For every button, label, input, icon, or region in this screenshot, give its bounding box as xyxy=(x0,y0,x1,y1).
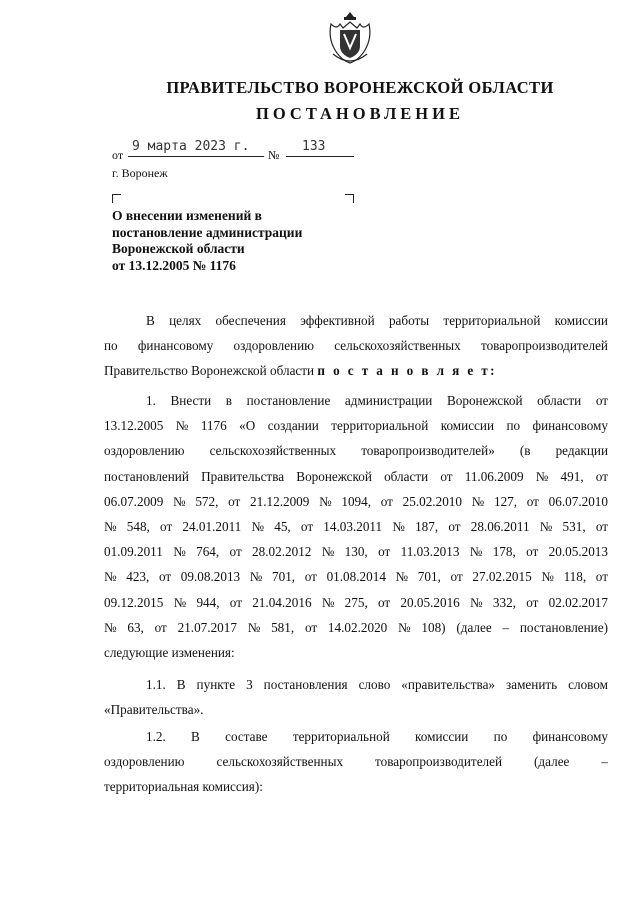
text-line: постановлений Правительства Воронежской области от 11.06.2009 № 491, от xyxy=(104,468,608,484)
item-1-1-paragraph xyxy=(104,672,608,722)
number-sign: № xyxy=(268,148,280,162)
text-line: следующие изменения: xyxy=(104,644,235,660)
decree-date: 9 марта 2023 г. xyxy=(132,139,250,154)
government-title: ПРАВИТЕЛЬСТВО ВОРОНЕЖСКОЙ ОБЛАСТИ xyxy=(166,78,554,97)
subject-line: постановление администрации xyxy=(112,224,303,240)
decree-subject xyxy=(112,208,352,274)
text-line: территориальная комиссия): xyxy=(104,779,263,795)
item-1-2-paragraph xyxy=(104,724,608,800)
text-line: № 548, от 24.01.2011 № 45, от 14.03.2011 № 187, от 28.06.2011 № 531, от xyxy=(104,518,608,534)
decree-title: ПОСТАНОВЛЕНИЕ xyxy=(256,104,464,123)
number-underline xyxy=(286,155,354,157)
preamble-paragraph xyxy=(104,308,608,384)
coat-of-arms-emblem xyxy=(325,10,375,66)
item-1-paragraph xyxy=(104,388,608,665)
decree-number: 133 xyxy=(302,139,326,154)
subject-line: от 13.12.2005 № 1176 xyxy=(112,257,236,273)
text-line: оздоровлению сельскохозяйственных товаропроизводителей» (в редакции xyxy=(104,443,608,459)
text-line: В целях обеспечения эффективной работы территориальной комиссии xyxy=(146,313,608,328)
subject-corner-right xyxy=(345,194,354,203)
text-line xyxy=(104,358,608,383)
subject-line: Воронежской области xyxy=(112,241,245,256)
text-line: «Правительства». xyxy=(104,702,204,718)
date-prefix: от xyxy=(112,148,124,162)
text-line: № 423, от 09.08.2013 № 701, от 01.08.2014 № 701, от 27.02.2015 № 118, от xyxy=(104,569,608,585)
city-label: г. Воронеж xyxy=(112,166,168,180)
subject-line: О внесении изменений в xyxy=(112,208,262,223)
text-span: Правительство Воронежской области xyxy=(104,363,315,379)
text-line: 1. Внести в постановление администрации Воронежской области от xyxy=(146,393,608,408)
text-line: по финансовому оздоровлению сельскохозяйственных товаропроизводителей xyxy=(104,338,608,354)
text-line: 13.12.2005 № 1176 «О создании территориальной комиссии по финансовому xyxy=(104,418,608,434)
text-line: 09.12.2015 № 944, от 21.04.2016 № 275, от 20.05.2016 № 332, от 02.02.2017 xyxy=(104,594,608,610)
text-line: № 63, от 21.07.2017 № 581, от 14.02.2020 № 108) (далее – постановление) xyxy=(104,619,608,635)
text-line: 1.2. В составе территориальной комиссии по финансовому xyxy=(146,729,608,744)
text-line: 1.1. В пункте 3 постановления слово «правительства» заменить словом xyxy=(146,677,608,692)
decrees-word: п о с т а н о в л я е т: xyxy=(317,363,497,379)
subject-corner-left xyxy=(112,194,121,203)
text-line: 01.09.2011 № 764, от 28.02.2012 № 130, от 11.03.2013 № 178, от 20.05.2013 xyxy=(104,544,608,560)
date-underline xyxy=(128,155,264,157)
text-line: оздоровлению сельскохозяйственных товаропроизводителей (далее – xyxy=(104,754,608,770)
text-line: 06.07.2009 № 572, от 21.12.2009 № 1094, от 25.02.2010 № 127, от 06.07.2010 xyxy=(104,493,608,509)
